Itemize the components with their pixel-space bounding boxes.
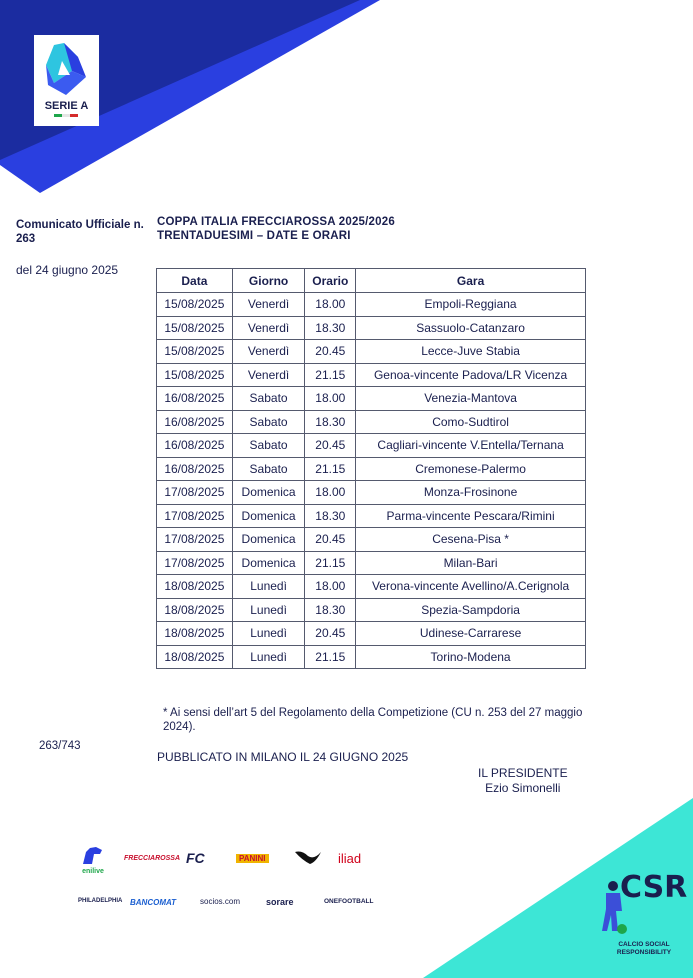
cell-match: Venezia-Mantova xyxy=(356,387,586,411)
schedule-table xyxy=(156,268,586,669)
signature-block xyxy=(478,766,568,796)
frecciarossa-logo: FRECCIAROSSA xyxy=(124,855,181,862)
cell-match: Cagliari-vincente V.Entella/Ternana xyxy=(356,434,586,458)
philadelphia-logo: PHILADELPHIA xyxy=(78,898,123,904)
comunicato-date: del 24 giugno 2025 xyxy=(16,263,119,277)
puma-logo xyxy=(294,848,322,868)
cell-date: 16/08/2025 xyxy=(157,457,233,481)
cell-time: 20.45 xyxy=(305,528,356,552)
cell-date: 17/08/2025 xyxy=(157,504,233,528)
ea-fc-logo: FC xyxy=(186,850,205,866)
csr-line-2: RESPONSIBILITY xyxy=(616,949,672,956)
table-header-row xyxy=(157,269,586,293)
cell-match: Sassuolo-Catanzaro xyxy=(356,316,586,340)
bancomat-logo: BANCOMAT xyxy=(130,898,177,907)
cell-date: 15/08/2025 xyxy=(157,363,233,387)
csr-line-1: CALCIO SOCIAL xyxy=(618,941,670,948)
cell-day: Sabato xyxy=(232,434,305,458)
table-row xyxy=(157,481,586,505)
cell-date: 15/08/2025 xyxy=(157,293,233,317)
cell-time: 21.15 xyxy=(305,551,356,575)
cell-match: Cremonese-Palermo xyxy=(356,457,586,481)
header-giorno: Giorno xyxy=(232,269,305,293)
signature-role: IL PRESIDENTE xyxy=(478,766,568,780)
cell-day: Sabato xyxy=(232,457,305,481)
csr-caption xyxy=(604,941,684,957)
cell-date: 16/08/2025 xyxy=(157,410,233,434)
cell-day: Lunedì xyxy=(232,575,305,599)
cell-time: 20.45 xyxy=(305,622,356,646)
table-row xyxy=(157,551,586,575)
cell-time: 18.00 xyxy=(305,481,356,505)
signature-name: Ezio Simonelli xyxy=(485,781,561,795)
published-line: PUBBLICATO IN MILANO IL 24 GIUGNO 2025 xyxy=(157,750,409,764)
cell-date: 15/08/2025 xyxy=(157,316,233,340)
table-row xyxy=(157,293,586,317)
cell-date: 17/08/2025 xyxy=(157,528,233,552)
cell-time: 18.00 xyxy=(305,293,356,317)
dog-icon xyxy=(80,844,106,866)
enilive-logo xyxy=(78,844,108,875)
table-row xyxy=(157,504,586,528)
table-row xyxy=(157,645,586,669)
document-reference: 263/743 xyxy=(39,740,81,752)
cell-time: 18.30 xyxy=(305,410,356,434)
cell-time: 20.45 xyxy=(305,340,356,364)
cell-day: Lunedì xyxy=(232,622,305,646)
table-row xyxy=(157,434,586,458)
cell-match: Cesena-Pisa * xyxy=(356,528,586,552)
cell-match: Como-Sudtirol xyxy=(356,410,586,434)
cell-date: 17/08/2025 xyxy=(157,551,233,575)
cell-time: 21.15 xyxy=(305,363,356,387)
cell-date: 15/08/2025 xyxy=(157,340,233,364)
cell-day: Lunedì xyxy=(232,598,305,622)
cell-day: Domenica xyxy=(232,481,305,505)
cell-date: 17/08/2025 xyxy=(157,481,233,505)
csr-letters: CSR xyxy=(620,870,688,905)
cell-date: 16/08/2025 xyxy=(157,434,233,458)
cell-day: Lunedì xyxy=(232,645,305,669)
cell-time: 21.15 xyxy=(305,645,356,669)
cell-date: 18/08/2025 xyxy=(157,645,233,669)
title-line-2: TRENTADUESIMI – DATE E ORARI xyxy=(157,230,351,242)
cell-time: 18.30 xyxy=(305,598,356,622)
cell-date: 18/08/2025 xyxy=(157,622,233,646)
cell-match: Verona-vincente Avellino/A.Cerignola xyxy=(356,575,586,599)
csr-badge xyxy=(596,870,688,963)
table-row xyxy=(157,575,586,599)
cell-time: 21.15 xyxy=(305,457,356,481)
logo-text: SERIE A xyxy=(44,100,89,112)
document-title xyxy=(157,215,395,243)
cell-match: Lecce-Juve Stabia xyxy=(356,340,586,364)
cell-match: Torino-Modena xyxy=(356,645,586,669)
onefootball-logo: ONEFOOTBALL xyxy=(324,898,374,905)
table-row xyxy=(157,340,586,364)
iliad-logo: iliad xyxy=(338,851,362,866)
cell-day: Venerdì xyxy=(232,316,305,340)
sorare-logo: sorare xyxy=(266,897,294,907)
title-line-1: COPPA ITALIA FRECCIAROSSA 2025/2026 xyxy=(157,216,395,228)
cell-time: 20.45 xyxy=(305,434,356,458)
cell-date: 18/08/2025 xyxy=(157,575,233,599)
cell-time: 18.30 xyxy=(305,316,356,340)
cell-match: Empoli-Reggiana xyxy=(356,293,586,317)
cell-match: Spezia-Sampdoria xyxy=(356,598,586,622)
cell-match: Monza-Frosinone xyxy=(356,481,586,505)
header-orario: Orario xyxy=(305,269,356,293)
comunicato-label: Comunicato Ufficiale n. 263 xyxy=(16,219,144,245)
table-row xyxy=(157,410,586,434)
serie-a-logo xyxy=(34,35,99,126)
table-row xyxy=(157,598,586,622)
socios-logo: socios.com xyxy=(200,897,241,906)
cell-day: Sabato xyxy=(232,410,305,434)
cell-match: Milan-Bari xyxy=(356,551,586,575)
cell-day: Domenica xyxy=(232,551,305,575)
table-row xyxy=(157,363,586,387)
cell-time: 18.00 xyxy=(305,575,356,599)
table-row xyxy=(157,387,586,411)
header-gara: Gara xyxy=(356,269,586,293)
cell-day: Venerdì xyxy=(232,363,305,387)
cell-time: 18.00 xyxy=(305,387,356,411)
cell-day: Venerdì xyxy=(232,340,305,364)
cell-day: Sabato xyxy=(232,387,305,411)
cell-time: 18.30 xyxy=(305,504,356,528)
footnote: * Ai sensi dell’art 5 del Regolamento della Competizione (CU n. 253 del 27 maggio 2024). xyxy=(163,707,583,733)
panini-logo: PANINI xyxy=(236,854,269,863)
cell-match: Genoa-vincente Padova/LR Vicenza xyxy=(356,363,586,387)
cell-match: Udinese-Carrarese xyxy=(356,622,586,646)
cell-date: 18/08/2025 xyxy=(157,598,233,622)
table-body xyxy=(157,293,586,669)
cell-day: Domenica xyxy=(232,528,305,552)
table-row xyxy=(157,316,586,340)
header-data: Data xyxy=(157,269,233,293)
table-row xyxy=(157,528,586,552)
enilive-text: enilive xyxy=(82,868,104,875)
puma-cat-icon xyxy=(294,848,322,866)
table-row xyxy=(157,457,586,481)
cell-day: Domenica xyxy=(232,504,305,528)
cell-match: Parma-vincente Pescara/Rimini xyxy=(356,504,586,528)
cell-date: 16/08/2025 xyxy=(157,387,233,411)
cell-day: Venerdì xyxy=(232,293,305,317)
table-row xyxy=(157,622,586,646)
